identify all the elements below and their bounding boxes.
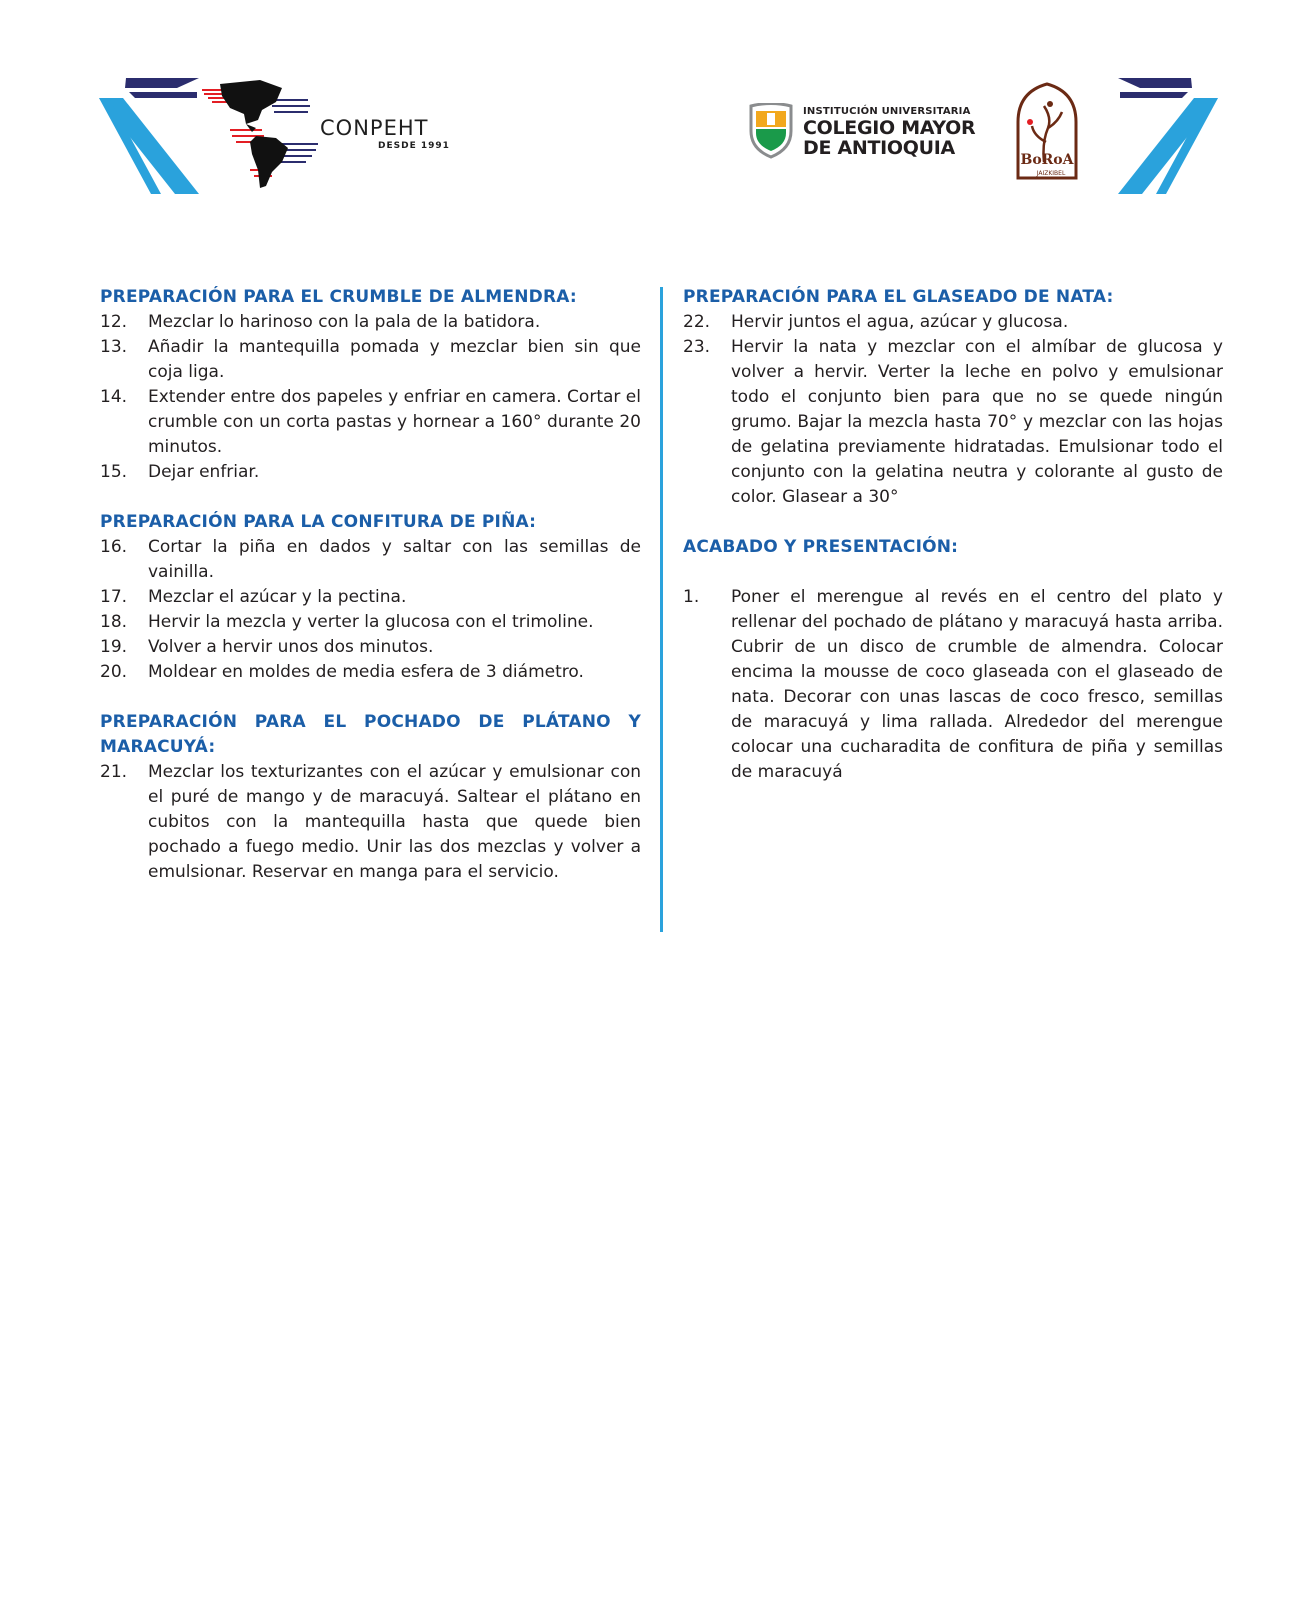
left-column: [100, 285, 641, 885]
colegio-mayor-line2: COLEGIO MAYOR: [803, 117, 976, 139]
section-title: PREPARACIÓN PARA EL GLASEADO DE NATA:: [683, 287, 1114, 307]
item-number: 13.: [100, 337, 128, 357]
item-number: 20.: [100, 662, 128, 682]
list-item: [100, 310, 641, 335]
boroa-name: BoRoA: [1020, 152, 1074, 168]
item-text: Hervir la nata y mezclar con el almíbar de glucosa y volver a hervir. Verter la leche en polvo y emulsionar todo el conjunto bien para que no se quede ningún grumo. Bajar la mezcla hasta 70° y mezclar con las hojas de gelatina previamente hidratadas. Emulsionar todo el conjunto con la gelatina neutra y colorante al gusto de color. Glasear a 30°: [731, 337, 1223, 507]
list-item: [100, 760, 641, 885]
colegio-mayor-line1: INSTITUCIÓN UNIVERSITARIA: [803, 106, 971, 117]
list-item: [100, 660, 641, 685]
conpeht-since: DESDE 1991: [378, 141, 450, 151]
list-item: [100, 610, 641, 635]
list-item: [683, 335, 1223, 510]
item-number: 21.: [100, 762, 128, 782]
section-pochado: [100, 710, 641, 885]
conpeht-name: CONPEHT: [320, 116, 429, 140]
list-item: [100, 635, 641, 660]
section-title: PREPARACIÓN PARA EL CRUMBLE DE ALMENDRA:: [100, 287, 577, 307]
item-number: 18.: [100, 612, 128, 632]
item-text: Poner el merengue al revés en el centro del plato y rellenar del pochado de plátano y maracuyá hasta arriba. Cubrir de un disco de crumble de almendra. Colocar encima la mousse de coco glaseada con el glaseado de nata. Decorar con unas lascas de coco fresco, semillas de maracuyá y lima rallada. Alrededor del merengue colocar una cucharadita de confitura de piña y semillas de maracuyá: [731, 587, 1223, 782]
list-item: [683, 585, 1223, 785]
item-text: Cortar la piña en dados y saltar con las semillas de vainilla.: [148, 537, 641, 582]
americas-map-logo: [200, 80, 320, 190]
item-text: Mezclar lo harinoso con la pala de la batidora.: [148, 312, 541, 332]
section-crumble: [100, 285, 641, 485]
list-item: [100, 385, 641, 460]
item-number: 23.: [683, 337, 711, 357]
item-text: Hervir juntos el agua, azúcar y glucosa.: [731, 312, 1069, 332]
list-item: [100, 585, 641, 610]
item-text: Volver a hervir unos dos minutos.: [148, 637, 434, 657]
section-title: ACABADO Y PRESENTACIÓN:: [683, 537, 959, 557]
list-item: [100, 535, 641, 585]
colegio-mayor-line3: DE ANTIOQUIA: [803, 137, 955, 159]
section-glaseado: [683, 285, 1223, 510]
item-text: Extender entre dos papeles y enfriar en camera. Cortar el crumble con un corta pastas y hornear a 160° durante 20 minutos.: [148, 387, 641, 457]
colegio-mayor-wordmark: [803, 106, 975, 158]
list-item: [683, 310, 1223, 335]
section-confitura: [100, 510, 641, 685]
item-text: Dejar enfriar.: [148, 462, 260, 482]
section-acabado: [683, 535, 1223, 785]
right-column: [683, 285, 1223, 785]
list-item: [100, 460, 641, 485]
left-chevron-decoration: [99, 78, 199, 194]
item-text: Mezclar los texturizantes con el azúcar y emulsionar con el puré de mango y de maracuyá. Saltear el plátano en cubitos con la mantequilla hasta que quede bien pochado a fuego medio. Unir las dos mezclas y volver a emulsionar. Reservar en manga para el servicio.: [148, 762, 641, 882]
item-text: Hervir la mezcla y verter la glucosa con el trimoline.: [148, 612, 594, 632]
item-number: 16.: [100, 537, 128, 557]
right-chevron-decoration: [1118, 78, 1218, 194]
item-number: 12.: [100, 312, 128, 332]
item-number: 22.: [683, 312, 711, 332]
section-title: PREPARACIÓN PARA EL POCHADO DE PLÁTANO Y MARACUYÁ:: [100, 712, 641, 757]
boroa-logo: [1014, 82, 1080, 182]
list-item: [100, 335, 641, 385]
item-number: 17.: [100, 587, 128, 607]
item-number: 1.: [683, 587, 700, 607]
section-title: PREPARACIÓN PARA LA CONFITURA DE PIÑA:: [100, 512, 537, 532]
boroa-sub: JAIZKIBEL: [1036, 170, 1066, 177]
item-text: Moldear en moldes de media esfera de 3 diámetro.: [148, 662, 584, 682]
colegio-mayor-shield-icon: [748, 103, 794, 159]
item-number: 19.: [100, 637, 128, 657]
page-header: [0, 0, 1300, 230]
item-number: 14.: [100, 387, 128, 407]
column-divider: [660, 287, 663, 932]
item-text: Añadir la mantequilla pomada y mezclar bien sin que coja liga.: [148, 337, 641, 382]
item-text: Mezclar el azúcar y la pectina.: [148, 587, 407, 607]
item-number: 15.: [100, 462, 128, 482]
